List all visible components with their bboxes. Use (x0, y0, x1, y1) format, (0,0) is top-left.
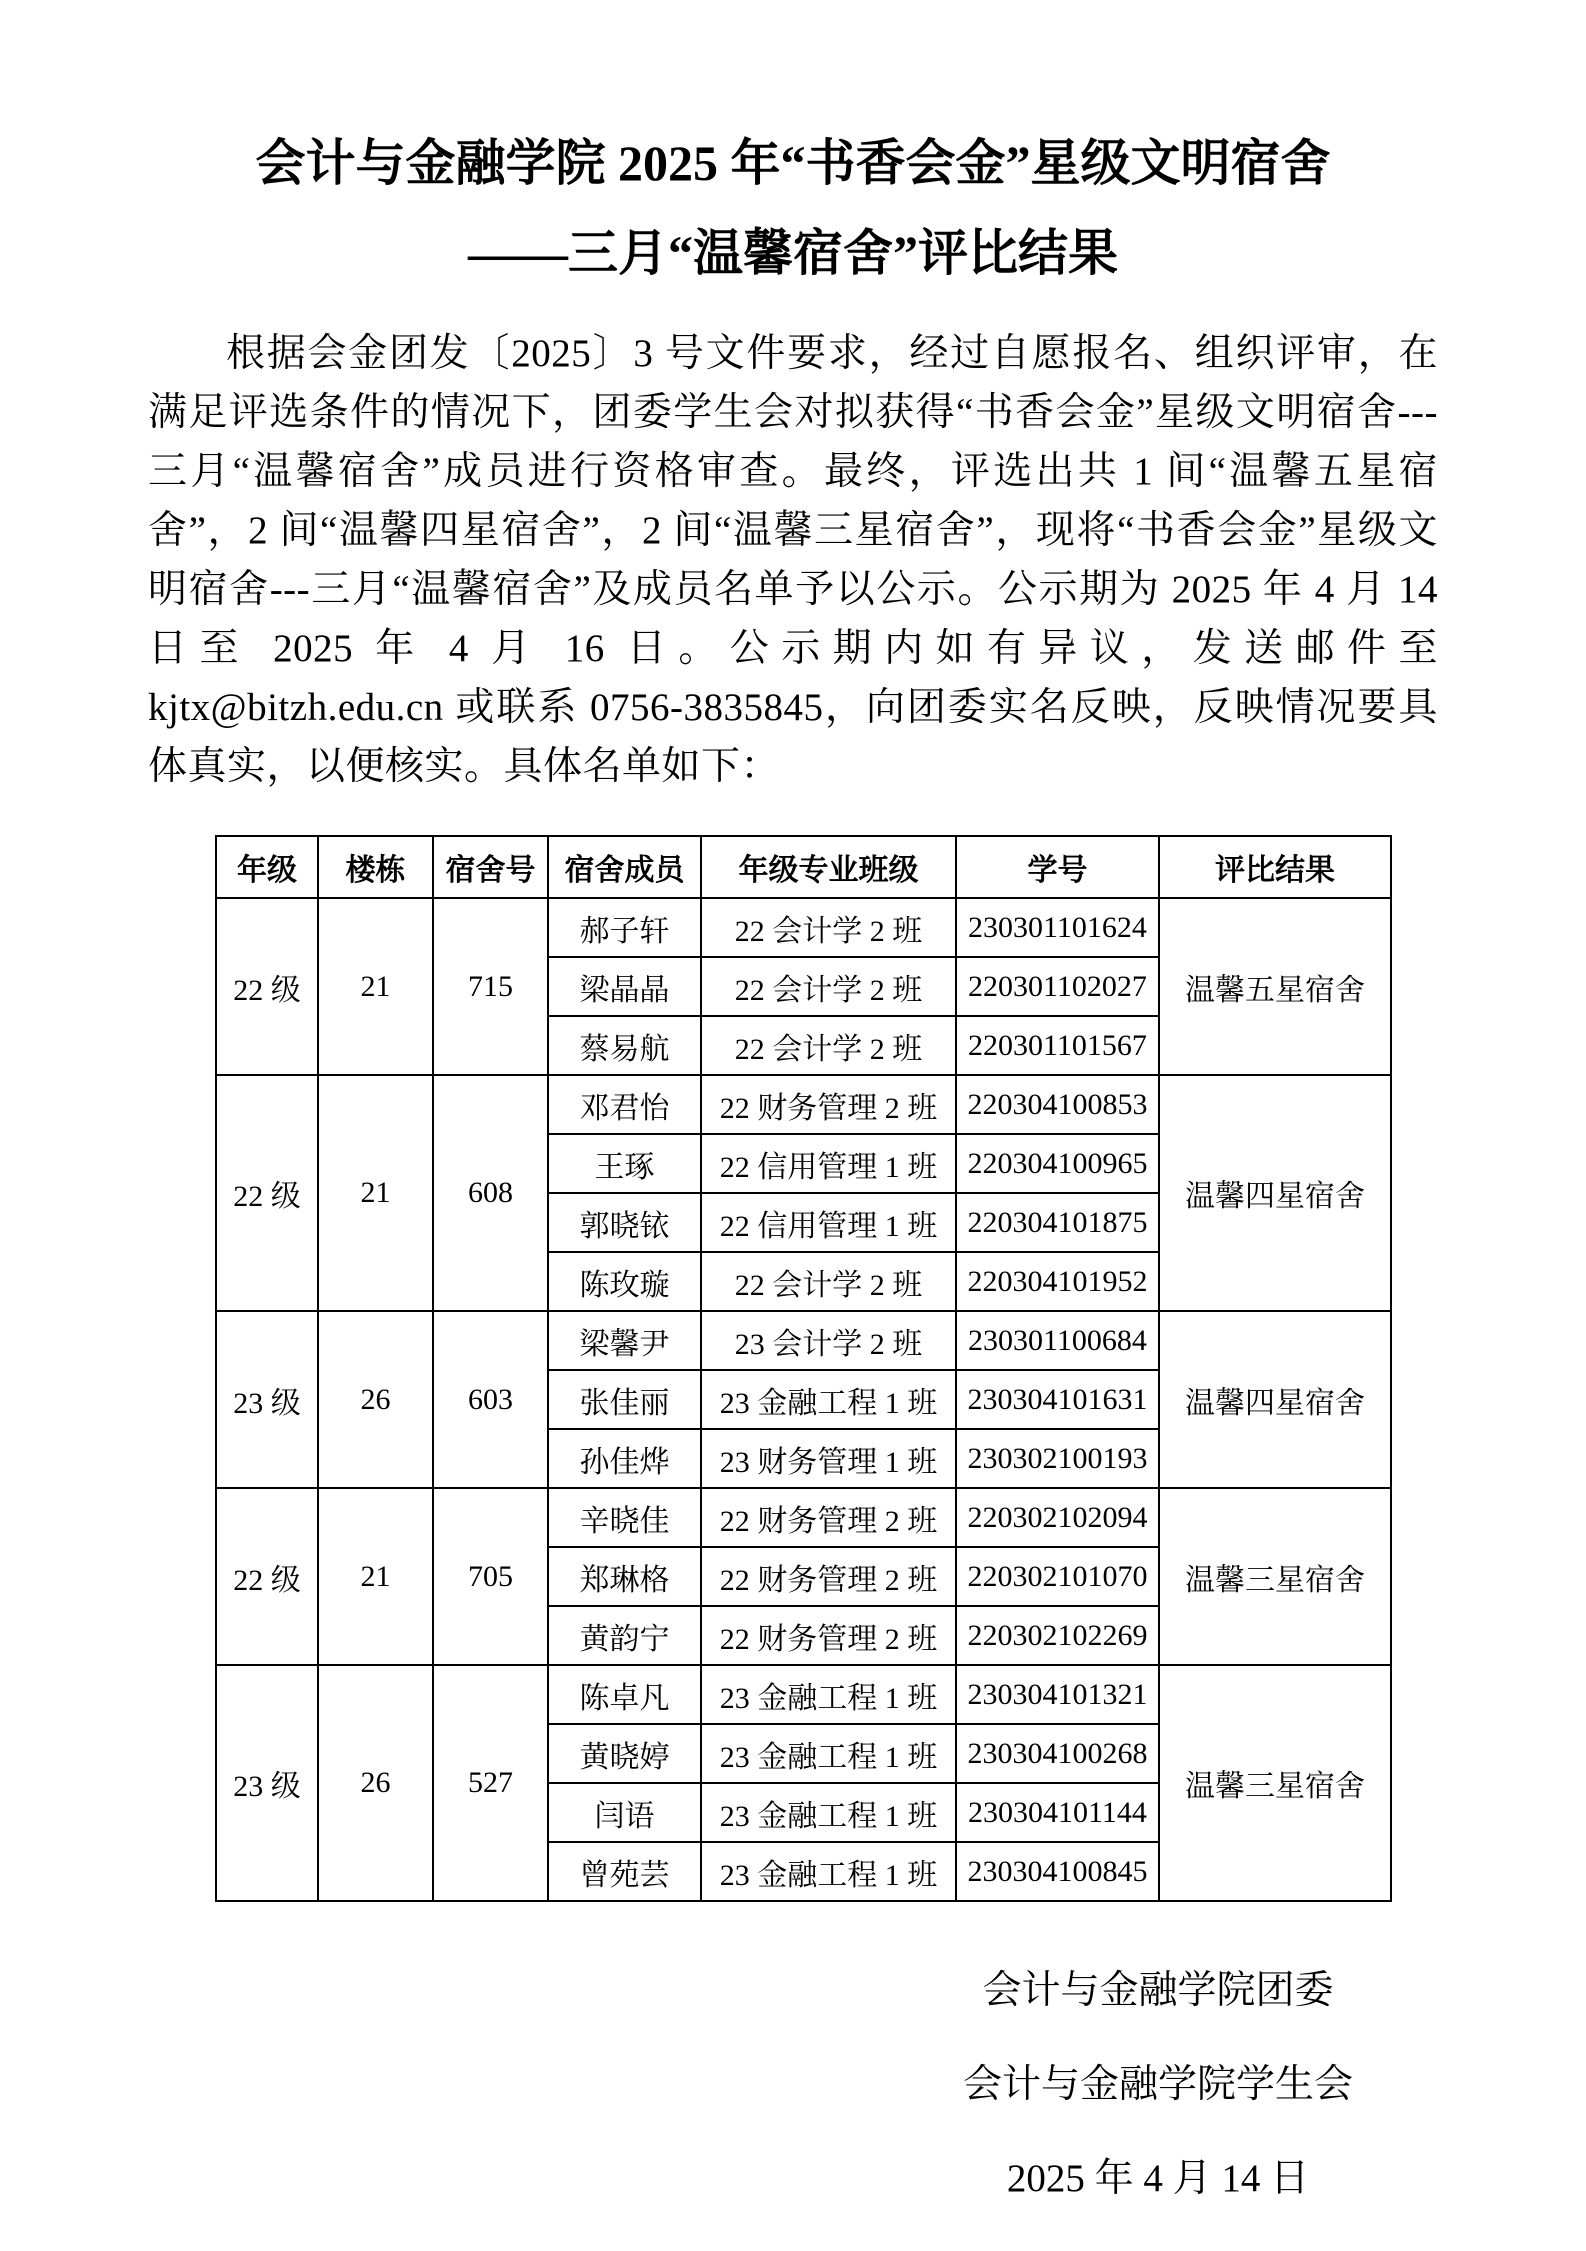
table-row (216, 898, 1391, 957)
cell-building: 21 (318, 898, 433, 1075)
cell-member-class: 22 会计学 2 班 (701, 1016, 956, 1075)
cell-member-class: 22 信用管理 1 班 (701, 1134, 956, 1193)
cell-member-class: 22 财务管理 2 班 (701, 1606, 956, 1665)
cell-member-name: 郑琳格 (548, 1547, 701, 1606)
cell-student-id: 220304100853 (956, 1075, 1159, 1134)
cell-student-id: 230304100268 (956, 1724, 1159, 1783)
cell-student-id: 220302101070 (956, 1547, 1159, 1606)
cell-result: 温馨四星宿舍 (1159, 1075, 1391, 1311)
cell-student-id: 230304100845 (956, 1842, 1159, 1901)
cell-grade: 23 级 (216, 1311, 318, 1488)
cell-member-class: 22 信用管理 1 班 (701, 1193, 956, 1252)
cell-member-name: 梁晶晶 (548, 957, 701, 1016)
cell-member-name: 张佳丽 (548, 1370, 701, 1429)
cell-result: 温馨五星宿舍 (1159, 898, 1391, 1075)
cell-student-id: 220304101952 (956, 1252, 1159, 1311)
cell-member-class: 22 会计学 2 班 (701, 1252, 956, 1311)
table-header-row (216, 836, 1391, 898)
cell-building: 21 (318, 1075, 433, 1311)
header-grade: 年级 (216, 836, 318, 898)
cell-room: 705 (433, 1488, 548, 1665)
cell-member-class: 22 财务管理 2 班 (701, 1547, 956, 1606)
cell-member-name: 黄韵宁 (548, 1606, 701, 1665)
header-room: 宿舍号 (433, 836, 548, 898)
cell-member-name: 黄晓婷 (548, 1724, 701, 1783)
cell-student-id: 220302102094 (956, 1488, 1159, 1547)
title-line-1: 会计与金融学院 2025 年“书香会金”星级文明宿舍 (255, 135, 1331, 191)
page-title (148, 118, 1438, 298)
cell-member-class: 23 金融工程 1 班 (701, 1783, 956, 1842)
table-row (216, 1665, 1391, 1724)
cell-member-name: 郝子轩 (548, 898, 701, 957)
cell-member-name: 闫语 (548, 1783, 701, 1842)
cell-building: 21 (318, 1488, 433, 1665)
cell-room: 608 (433, 1075, 548, 1311)
signature-committee: 会计与金融学院团委 (982, 1969, 1334, 2012)
cell-member-name: 辛晓佳 (548, 1488, 701, 1547)
cell-member-class: 23 金融工程 1 班 (701, 1665, 956, 1724)
body-paragraph: 根据会金团发〔2025〕3 号文件要求，经过自愿报名、组织评审，在满足评选条件的情况下，团委学生会对拟获得“书香会金”星级文明宿舍---三月“温馨宿舍”成员进行资格审查。最终，评选出共 1 间“温馨五星宿舍”，2 间“温馨四星宿舍”，2 间“温馨三星宿舍”，现将“书香会金”星级文明宿舍---三月“温馨宿舍”及成员名单予以公示。公示期为 2025 年 4 月 14 日至 2025 年 4 月 16 日。公示期内如有异议，发送邮件至 kjtx@bitzh.edu.cn 或联系 0756-3835845，向团委实名反映，反映情况要具体真实，以便核实。具体名单如下： (148, 332, 1438, 788)
header-student-id: 学号 (956, 836, 1159, 898)
header-class: 年级专业班级 (701, 836, 956, 898)
cell-building: 26 (318, 1665, 433, 1901)
signature-student-union: 会计与金融学院学生会 (962, 2063, 1353, 2106)
cell-student-id: 230301100684 (956, 1311, 1159, 1370)
table-row (216, 1311, 1391, 1370)
table-row (216, 1488, 1391, 1547)
cell-student-id: 220301102027 (956, 957, 1159, 1016)
cell-member-name: 梁馨尹 (548, 1311, 701, 1370)
cell-member-class: 22 会计学 2 班 (701, 957, 956, 1016)
signature-date: 2025 年 4 月 14 日 (1006, 2157, 1310, 2200)
cell-member-class: 22 会计学 2 班 (701, 898, 956, 957)
cell-grade: 22 级 (216, 898, 318, 1075)
cell-student-id: 230301101624 (956, 898, 1159, 957)
cell-member-name: 陈玫璇 (548, 1252, 701, 1311)
cell-member-class: 23 金融工程 1 班 (701, 1370, 956, 1429)
cell-member-name: 陈卓凡 (548, 1665, 701, 1724)
header-building: 楼栋 (318, 836, 433, 898)
cell-student-id: 220301101567 (956, 1016, 1159, 1075)
cell-member-name: 邓君怡 (548, 1075, 701, 1134)
cell-member-name: 王琢 (548, 1134, 701, 1193)
cell-grade: 23 级 (216, 1665, 318, 1901)
header-member: 宿舍成员 (548, 836, 701, 898)
cell-member-name: 蔡易航 (548, 1016, 701, 1075)
cell-student-id: 230304101144 (956, 1783, 1159, 1842)
cell-student-id: 220302102269 (956, 1606, 1159, 1665)
cell-student-id: 230304101321 (956, 1665, 1159, 1724)
cell-building: 26 (318, 1311, 433, 1488)
cell-student-id: 230304101631 (956, 1370, 1159, 1429)
cell-result: 温馨三星宿舍 (1159, 1665, 1391, 1901)
cell-member-class: 22 财务管理 2 班 (701, 1488, 956, 1547)
cell-result: 温馨三星宿舍 (1159, 1488, 1391, 1665)
cell-room: 527 (433, 1665, 548, 1901)
cell-result: 温馨四星宿舍 (1159, 1311, 1391, 1488)
table-row (216, 1075, 1391, 1134)
cell-member-class: 23 金融工程 1 班 (701, 1842, 956, 1901)
cell-member-class: 22 财务管理 2 班 (701, 1075, 956, 1134)
cell-room: 603 (433, 1311, 548, 1488)
cell-room: 715 (433, 898, 548, 1075)
cell-student-id: 230302100193 (956, 1429, 1159, 1488)
cell-member-name: 郭晓铱 (548, 1193, 701, 1252)
cell-member-class: 23 金融工程 1 班 (701, 1724, 956, 1783)
header-result: 评比结果 (1159, 836, 1391, 898)
title-line-2: ——三月“温馨宿舍”评比结果 (468, 225, 1118, 281)
cell-grade: 22 级 (216, 1075, 318, 1311)
cell-student-id: 220304100965 (956, 1134, 1159, 1193)
signature-block (878, 1944, 1438, 2226)
cell-grade: 22 级 (216, 1488, 318, 1665)
cell-member-class: 23 会计学 2 班 (701, 1311, 956, 1370)
cell-member-name: 孙佳烨 (548, 1429, 701, 1488)
cell-member-name: 曾苑芸 (548, 1842, 701, 1901)
cell-member-class: 23 财务管理 1 班 (701, 1429, 956, 1488)
cell-student-id: 220304101875 (956, 1193, 1159, 1252)
results-table (215, 835, 1392, 1902)
